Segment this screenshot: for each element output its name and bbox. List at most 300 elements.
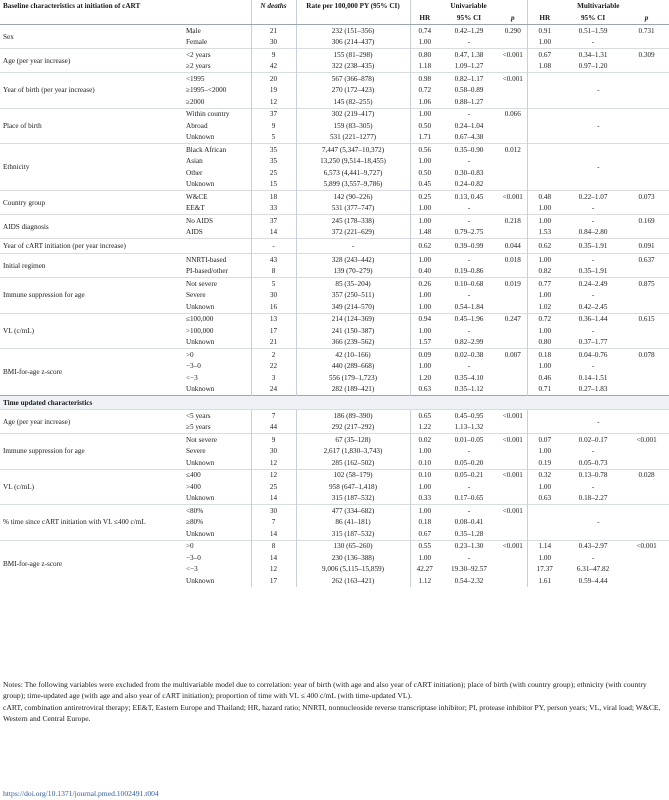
uni-hr-cell: 1.00 [410,552,439,564]
uni-ci-cell: 0.35–0.90 [439,144,499,156]
uni-ci-cell: - [467,326,471,335]
uni-hr-cell: 0.10 [410,457,439,469]
category-cell: W&CE [183,191,251,203]
n-deaths-cell: 20 [251,73,296,85]
row-group-label: Immune suppression for age [0,278,183,314]
multi-hr-cell: 1.00 [527,361,562,373]
multi-ci-cell: - [591,326,595,335]
rate-cell: 270 (172–423) [296,85,410,97]
multi-ci-cell: 0.84–2.80 [578,228,608,237]
category-cell: Unknown [186,302,215,311]
subheader-multi-p: p [624,12,669,25]
uni-ci-cell: 0.47, 1.38 [439,49,499,61]
multi-hr-cell: 0.72 [527,313,562,325]
uni-hr-cell: 1.06 [410,96,439,108]
uni-hr-cell: 1.00 [410,361,439,373]
multi-ci-cell: - [562,215,624,227]
uni-ci-cell: - [467,291,471,300]
n-deaths-cell: 42 [251,61,296,73]
category-cell: <−3 [186,373,198,382]
multi-hr-cell: 0.63 [527,493,562,505]
uni-hr-cell: 0.62 [410,239,439,254]
category-cell: Other [186,168,203,177]
multi-hr-cell: 1.00 [527,325,562,337]
rate-cell: 245 (178–338) [296,215,410,227]
rate-cell: 531 (377–747) [296,203,410,215]
multi-p-cell [624,564,669,576]
n-deaths-cell: 35 [251,144,296,156]
uni-ci-cell: 0.45–0.95 [439,410,499,422]
multi-p-cell: 0.073 [624,191,669,203]
uni-ci-cell: 0.05–0.21 [439,469,499,481]
uni-p-cell: <0.001 [499,49,527,61]
row-group-label: Sex [0,25,183,49]
uni-hr-cell: 1.00 [410,446,439,458]
header-row [0,0,669,12]
n-deaths-cell: 8 [251,266,296,278]
category-cell: Unknown [186,180,215,189]
multi-p-cell [624,481,669,493]
n-deaths-cell: 21 [251,25,296,37]
uni-hr-cell: 1.20 [410,372,439,384]
multi-ci-cell: 0.05–0.73 [578,458,608,467]
uni-ci-cell: - [439,505,499,517]
rate-cell: 958 (647–1,418) [296,481,410,493]
rate-cell: 282 (189–421) [296,384,410,396]
uni-p-cell [499,301,527,313]
header-n-deaths: N deaths [251,0,296,12]
uni-p-cell: <0.001 [499,505,527,517]
multi-excluded-cell: - [527,144,669,191]
uni-ci-cell: 0.02–0.38 [439,349,499,361]
section-header-row [0,396,669,410]
uni-ci-cell: 0.54–1.84 [454,302,484,311]
category-cell: Female [186,38,208,47]
rate-cell: 6,573 (4,441–9,727) [296,167,410,179]
multi-p-cell: <0.001 [624,540,669,552]
uni-hr-cell: 0.10 [410,469,439,481]
header-multivariable: Multivariable [527,0,669,12]
multi-ci-cell: 0.97–1.20 [578,62,608,71]
multi-p-cell: 0.875 [624,278,669,290]
multi-hr-cell: 0.48 [527,191,562,203]
n-deaths-cell: 14 [251,552,296,564]
n-deaths-cell: 14 [251,227,296,239]
multi-hr-cell: 0.19 [527,457,562,469]
uni-p-cell: 0.290 [499,25,527,37]
notes-abbreviations: cART, combination antiretroviral therapy; EE&T, Eastern Europe and Thailand; HR, hazard ratio; NNRTI, nonnucleoside reverse transcriptase inhibitor; PI, protease inhibitor PY, person years; VL, viral load; W&CE, Western and Central Europe. [3,703,661,723]
uni-p-cell [499,227,527,239]
n-deaths-cell: 12 [251,457,296,469]
table-row [0,144,669,156]
uni-p-cell [499,493,527,505]
rate-cell: 85 (35–204) [296,278,410,290]
multi-hr-cell: 0.67 [527,49,562,61]
multi-ci-cell: 0.13–0.78 [562,469,624,481]
category-cell: >100,000 [186,326,214,335]
n-deaths-cell: 30 [251,37,296,49]
uni-p-cell [499,96,527,108]
multi-ci-cell: 0.04–0.76 [562,349,624,361]
rate-cell: 159 (83–305) [296,120,410,132]
subheader-row [0,12,669,25]
uni-hr-cell: 1.00 [410,301,439,313]
category-cell: ≤400 [183,469,251,481]
rate-cell: 328 (243–442) [296,254,410,266]
n-deaths-cell: 25 [251,481,296,493]
n-deaths-cell: 37 [251,215,296,227]
multi-ci-cell: 0.59–4.44 [578,576,608,585]
multi-hr-cell: 1.02 [527,301,562,313]
uni-hr-cell: 1.00 [410,203,439,215]
uni-hr-cell: 0.33 [410,493,439,505]
rate-cell: 9,006 (5,115–15,859) [296,564,410,576]
multi-hr-cell: 0.77 [527,278,562,290]
multi-p-cell [624,493,669,505]
uni-p-cell: 0.019 [499,278,527,290]
multi-hr-cell: 1.00 [527,552,562,564]
rate-cell: 5,899 (3,557–9,786) [296,179,410,191]
uni-ci-cell: 0.01–0.05 [439,434,499,446]
table-row [0,469,669,481]
n-deaths-cell: 17 [251,575,296,587]
n-deaths-cell: 19 [251,85,296,97]
rate-cell: 186 (89–390) [296,410,410,422]
multi-p-cell [624,266,669,278]
uni-ci-cell: - [467,362,471,371]
row-group-label: Immune suppression for age [0,434,183,470]
row-group-label: Country group [0,191,183,215]
category-cell: ≥5 years [186,423,211,432]
multi-ci-cell: 0.42–2.45 [578,302,608,311]
uni-ci-cell: 19.30–92.57 [451,565,487,574]
uni-p-cell: <0.001 [499,410,527,422]
multi-ci-cell: - [591,204,595,213]
n-deaths-cell: 30 [251,505,296,517]
category-cell: <1995 [183,73,251,85]
rate-cell: 372 (221–629) [296,227,410,239]
uni-p-cell [499,37,527,49]
n-deaths-cell: 33 [251,203,296,215]
uni-p-cell: <0.001 [499,73,527,85]
rate-cell: 155 (81–298) [296,49,410,61]
uni-ci-cell: 0.82–1.17 [439,73,499,85]
uni-ci-cell: 0.24–1.04 [454,121,484,130]
uni-p-cell [499,266,527,278]
rate-cell: 322 (238–435) [296,61,410,73]
n-deaths-cell: 43 [251,254,296,266]
header-characteristic: Baseline characteristics at initiation of cART [3,2,141,10]
uni-ci-cell: 0.82–2.99 [454,338,484,347]
category-cell: >0 [183,540,251,552]
category-cell: ≤100,000 [183,313,251,325]
uni-p-cell [499,446,527,458]
section-title: Time updated characteristics [0,396,669,410]
row-group-label: Age (per year increase) [0,410,183,434]
multi-hr-cell: 1.08 [527,61,562,73]
row-group-label: BMI-for-age z-score [0,540,183,587]
category-cell: Male [183,25,251,37]
category-cell: Severe [186,447,206,456]
uni-hr-cell: 1.00 [410,254,439,266]
n-deaths-cell: 12 [251,96,296,108]
uni-p-cell [499,575,527,587]
uni-hr-cell: 1.48 [410,227,439,239]
doi-link[interactable]: https://doi.org/10.1371/journal.pmed.1002491.t004 [3,789,159,798]
uni-p-cell [499,290,527,302]
category-cell: Asian [186,157,203,166]
rate-cell: 556 (179–1,723) [296,372,410,384]
table-row [0,278,669,290]
multi-ci-cell: - [591,291,595,300]
rate-cell: 262 (163–421) [296,575,410,587]
category-cell: ≥2 years [186,62,211,71]
uni-ci-cell: - [467,447,471,456]
table-row [0,434,669,446]
rate-cell: 2,617 (1,830–3,743) [296,446,410,458]
uni-hr-cell: 0.65 [410,410,439,422]
uni-ci-cell: 0.45–1.96 [439,313,499,325]
rate-cell: 366 (239–562) [296,337,410,349]
uni-p-cell: 0.066 [499,108,527,120]
row-group-label: BMI-for-age z-score [0,349,183,396]
category-cell: PI-based/other [186,267,228,276]
multi-p-cell: 0.091 [624,239,669,254]
uni-hr-cell: 0.02 [410,434,439,446]
n-deaths-cell: 17 [251,325,296,337]
uni-p-cell [499,552,527,564]
uni-hr-cell: 1.00 [410,325,439,337]
multi-hr-cell: 1.00 [527,446,562,458]
n-deaths-cell: 7 [251,517,296,529]
n-deaths-cell: 3 [251,372,296,384]
row-group-label: Initial regimen [0,254,183,278]
uni-ci-cell: - [439,215,499,227]
multi-ci-cell: 0.02–0.17 [562,434,624,446]
row-group-label: Year of cART initiation (per year increase) [0,239,183,254]
uni-ci-cell: 0.35–1.12 [454,385,484,394]
multi-hr-cell: 1.00 [527,290,562,302]
row-group-label: Place of birth [0,108,183,144]
uni-p-cell: 0.247 [499,313,527,325]
table-row [0,254,669,266]
table-row [0,191,669,203]
multi-p-cell [624,203,669,215]
multi-hr-cell: 1.00 [527,203,562,215]
uni-hr-cell: 1.00 [410,215,439,227]
multi-p-cell [624,61,669,73]
uni-hr-cell: 0.67 [410,528,439,540]
uni-p-cell [499,61,527,73]
uni-ci-cell: 0.79–2.75 [454,228,484,237]
n-deaths-cell: 2 [251,349,296,361]
rate-cell: - [296,239,410,254]
rate-cell: 357 (250–511) [296,290,410,302]
n-deaths-cell: - [251,239,296,254]
table-row [0,239,669,254]
category-cell: <5 years [183,410,251,422]
subheader-uni-p: p [499,12,527,25]
row-group-label: % time since cART initiation with VL ≤400 c/mL [0,505,183,541]
multi-hr-cell: 0.18 [527,349,562,361]
uni-p-cell [499,481,527,493]
uni-ci-cell: 0.42–1.29 [439,25,499,37]
row-group-label: AIDS diagnosis [0,215,183,239]
uni-p-cell: 0.218 [499,215,527,227]
rate-cell: 349 (214–570) [296,301,410,313]
uni-hr-cell: 0.50 [410,167,439,179]
uni-hr-cell: 0.94 [410,313,439,325]
uni-hr-cell: 0.40 [410,266,439,278]
table-row [0,73,669,85]
uni-ci-cell: 0.23–1.30 [439,540,499,552]
multi-excluded-cell: - [527,505,669,541]
n-deaths-cell: 9 [251,434,296,446]
multi-ci-cell: 0.27–1.83 [578,385,608,394]
table-row [0,49,669,61]
rate-cell: 567 (366–878) [296,73,410,85]
category-cell: Unknown [186,529,215,538]
rate-cell: 232 (151–356) [296,25,410,37]
uni-ci-cell: 0.88–1.27 [454,97,484,106]
multi-hr-cell: 17.37 [527,564,562,576]
n-deaths-cell: 7 [251,410,296,422]
category-cell: Abroad [186,121,208,130]
category-cell: AIDS [186,228,203,237]
multi-hr-cell: 0.91 [527,25,562,37]
category-cell: Unknown [186,338,215,347]
uni-hr-cell: 0.25 [410,191,439,203]
category-cell: −3–0 [186,362,201,371]
multi-p-cell: 0.309 [624,49,669,61]
category-cell: NNRTI-based [183,254,251,266]
uni-hr-cell: 1.00 [410,108,439,120]
uni-p-cell: <0.001 [499,434,527,446]
multi-excluded-cell: - [527,410,669,434]
uni-ci-cell: 0.67–4.38 [454,133,484,142]
subheader-uni-hr: HR [410,12,439,25]
table-row [0,215,669,227]
multi-ci-cell: 0.51–1.59 [562,25,624,37]
multi-p-cell [624,384,669,396]
header-univariable: Univariable [410,0,527,12]
category-cell: Severe [186,291,206,300]
uni-ci-cell: 0.10–0.68 [439,278,499,290]
category-cell: Unknown [186,385,215,394]
multi-hr-cell: 0.80 [527,337,562,349]
multi-p-cell [624,446,669,458]
n-deaths-cell: 12 [251,469,296,481]
rate-cell: 230 (136–388) [296,552,410,564]
multi-p-cell [624,290,669,302]
rate-cell: 302 (219–417) [296,108,410,120]
multi-p-cell: 0.169 [624,215,669,227]
uni-p-cell: 0.044 [499,239,527,254]
multi-p-cell [624,552,669,564]
uni-p-cell [499,179,527,191]
multi-p-cell: 0.731 [624,25,669,37]
uni-hr-cell: 1.57 [410,337,439,349]
category-cell [183,239,251,254]
n-deaths-cell: 25 [251,167,296,179]
multi-p-cell [624,361,669,373]
uni-p-cell [499,325,527,337]
uni-hr-cell: 1.12 [410,575,439,587]
multi-hr-cell: 0.62 [527,239,562,254]
multi-ci-cell: - [591,482,595,491]
subheader-multi-hr: HR [527,12,562,25]
uni-ci-cell: 0.54–2.32 [454,576,484,585]
multi-hr-cell: 1.61 [527,575,562,587]
rate-cell: 292 (217–292) [296,422,410,434]
uni-ci-cell: 0.30–0.83 [454,168,484,177]
uni-hr-cell: 0.56 [410,144,439,156]
uni-hr-cell: 0.80 [410,49,439,61]
multi-ci-cell: 6.31–47.82 [576,565,610,574]
multi-ci-cell: 0.35–1.91 [578,267,608,276]
rate-cell: 285 (162–502) [296,457,410,469]
rate-cell: 315 (187–532) [296,528,410,540]
category-cell: Unknown [186,133,215,142]
n-deaths-cell: 24 [251,384,296,396]
uni-p-cell [499,203,527,215]
uni-p-cell: 0.007 [499,349,527,361]
rate-cell: 306 (214–437) [296,37,410,49]
uni-p-cell [499,384,527,396]
uni-ci-cell: 0.08–0.41 [454,518,484,527]
multi-p-cell [624,301,669,313]
multi-p-cell [624,325,669,337]
multi-hr-cell: 0.82 [527,266,562,278]
uni-p-cell [499,167,527,179]
uni-p-cell [499,457,527,469]
category-cell: <2 years [183,49,251,61]
subheader-uni-ci: 95% CI [439,12,499,25]
uni-p-cell [499,132,527,144]
uni-ci-cell: 1.09–1.27 [454,62,484,71]
n-deaths-cell: 13 [251,313,296,325]
uni-ci-cell: 0.05–0.20 [454,458,484,467]
uni-p-cell [499,361,527,373]
row-group-label: VL (c/mL) [0,469,183,505]
multi-ci-cell: 0.18–2.27 [578,494,608,503]
uni-ci-cell: 0.17–0.65 [454,494,484,503]
header-rate: Rate per 100,000 PY (95% CI) [296,0,410,12]
multi-ci-cell: 0.34–1.31 [562,49,624,61]
uni-p-cell [499,372,527,384]
multi-hr-cell: 1.00 [527,254,562,266]
n-deaths-cell: 12 [251,564,296,576]
category-cell: Not severe [183,278,251,290]
multi-excluded-cell: - [527,73,669,109]
uni-hr-cell: 0.45 [410,179,439,191]
table-row [0,410,669,422]
category-cell: Within country [183,108,251,120]
uni-hr-cell: 0.72 [410,85,439,97]
multi-hr-cell: 1.14 [527,540,562,552]
uni-hr-cell: 1.00 [410,481,439,493]
multi-hr-cell: 1.00 [527,481,562,493]
multi-excluded-cell: - [527,108,669,144]
uni-ci-cell: - [467,204,471,213]
multi-ci-cell: - [591,553,595,562]
uni-ci-cell: 0.58–0.89 [454,86,484,95]
multi-hr-cell: 0.71 [527,384,562,396]
uni-hr-cell: 0.74 [410,25,439,37]
uni-ci-cell: - [467,553,471,562]
category-cell: ≥2000 [186,97,205,106]
uni-hr-cell: 1.18 [410,61,439,73]
